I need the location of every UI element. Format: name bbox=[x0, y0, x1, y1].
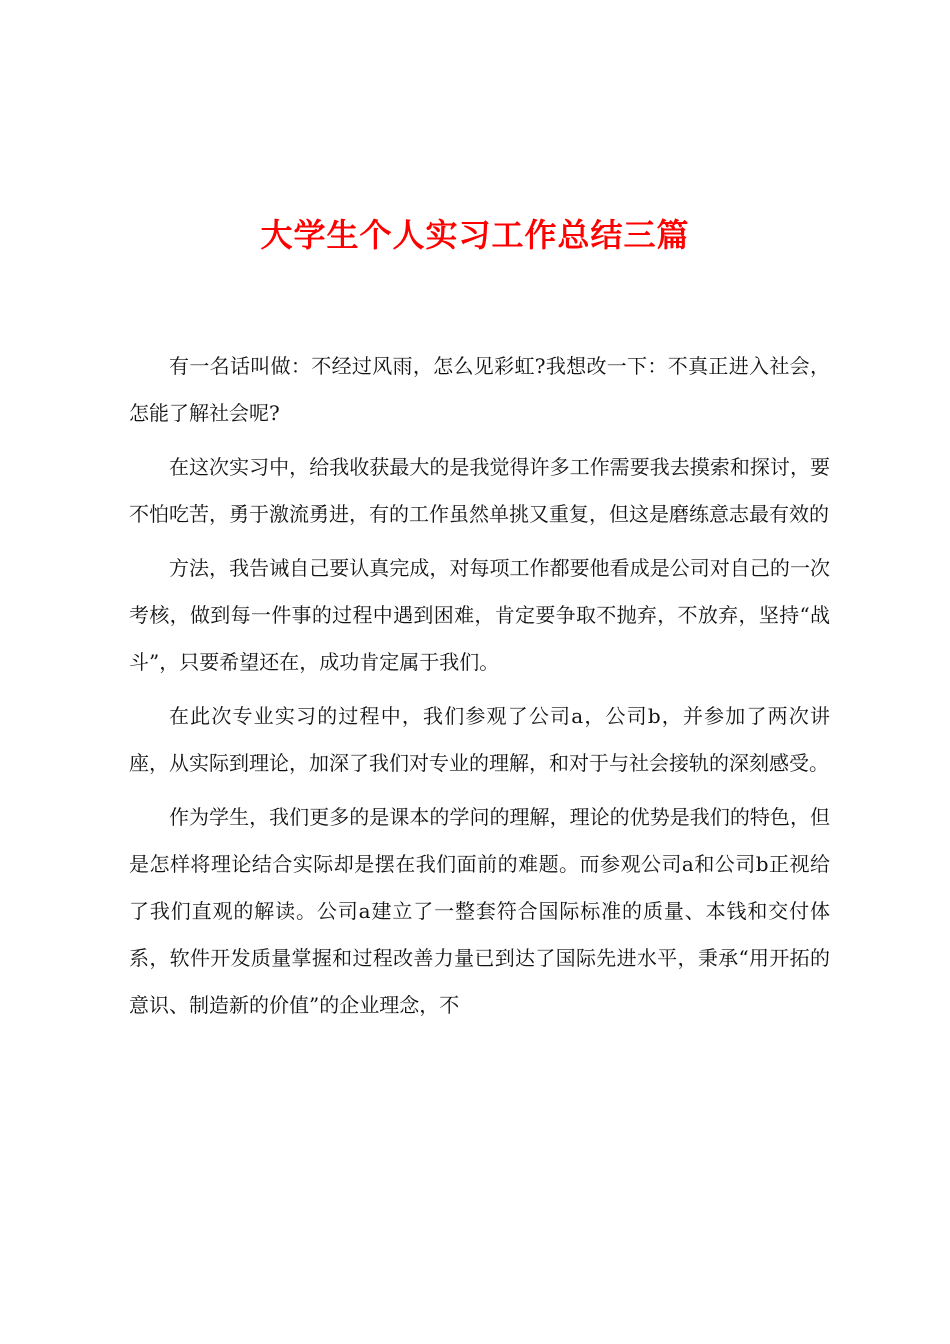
paragraph-2: 在这次实习中，给我收获最大的是我觉得许多工作需要我去摸索和探讨，要不怕吃苦，勇于激流勇进，有的工作虽然单挑又重复，但这是磨练意志最有效的 bbox=[129, 455, 830, 526]
paragraph-3: 方法，我告诫自己要认真完成，对每项工作都要他看成是公司对自己的一次考核，做到每一件事的过程中遇到困难，肯定要争取不抛弃，不放弃，坚持“战斗”，只要希望还在，成功肯定属于我们。 bbox=[129, 556, 830, 674]
paragraph-5: 作为学生，我们更多的是课本的学问的理解，理论的优势是我们的特色，但是怎样将理论结合实际却是摆在我们面前的难题。而参观公司a和公司b正视给了我们直观的解读。公司a建立了一整套符合国际标准的质量、本钱和交付体系，软件开发质量掌握和过程改善力量已到达了国际先进水平，秉承“用开拓的意识、制造新的价值”的企业理念，不 bbox=[129, 805, 830, 1017]
paragraph-4: 在此次专业实习的过程中，我们参观了公司a，公司b，并参加了两次讲座，从实际到理论，加深了我们对专业的理解，和对于与社会接轨的深刻感受。 bbox=[129, 704, 830, 775]
document-title: 大学生个人实习工作总结三篇 bbox=[260, 216, 690, 254]
paragraph-1: 有一名话叫做：不经过风雨，怎么见彩虹?我想改一下：不真正进入社会，怎能了解社会呢? bbox=[129, 354, 830, 425]
document-body bbox=[129, 343, 830, 1036]
